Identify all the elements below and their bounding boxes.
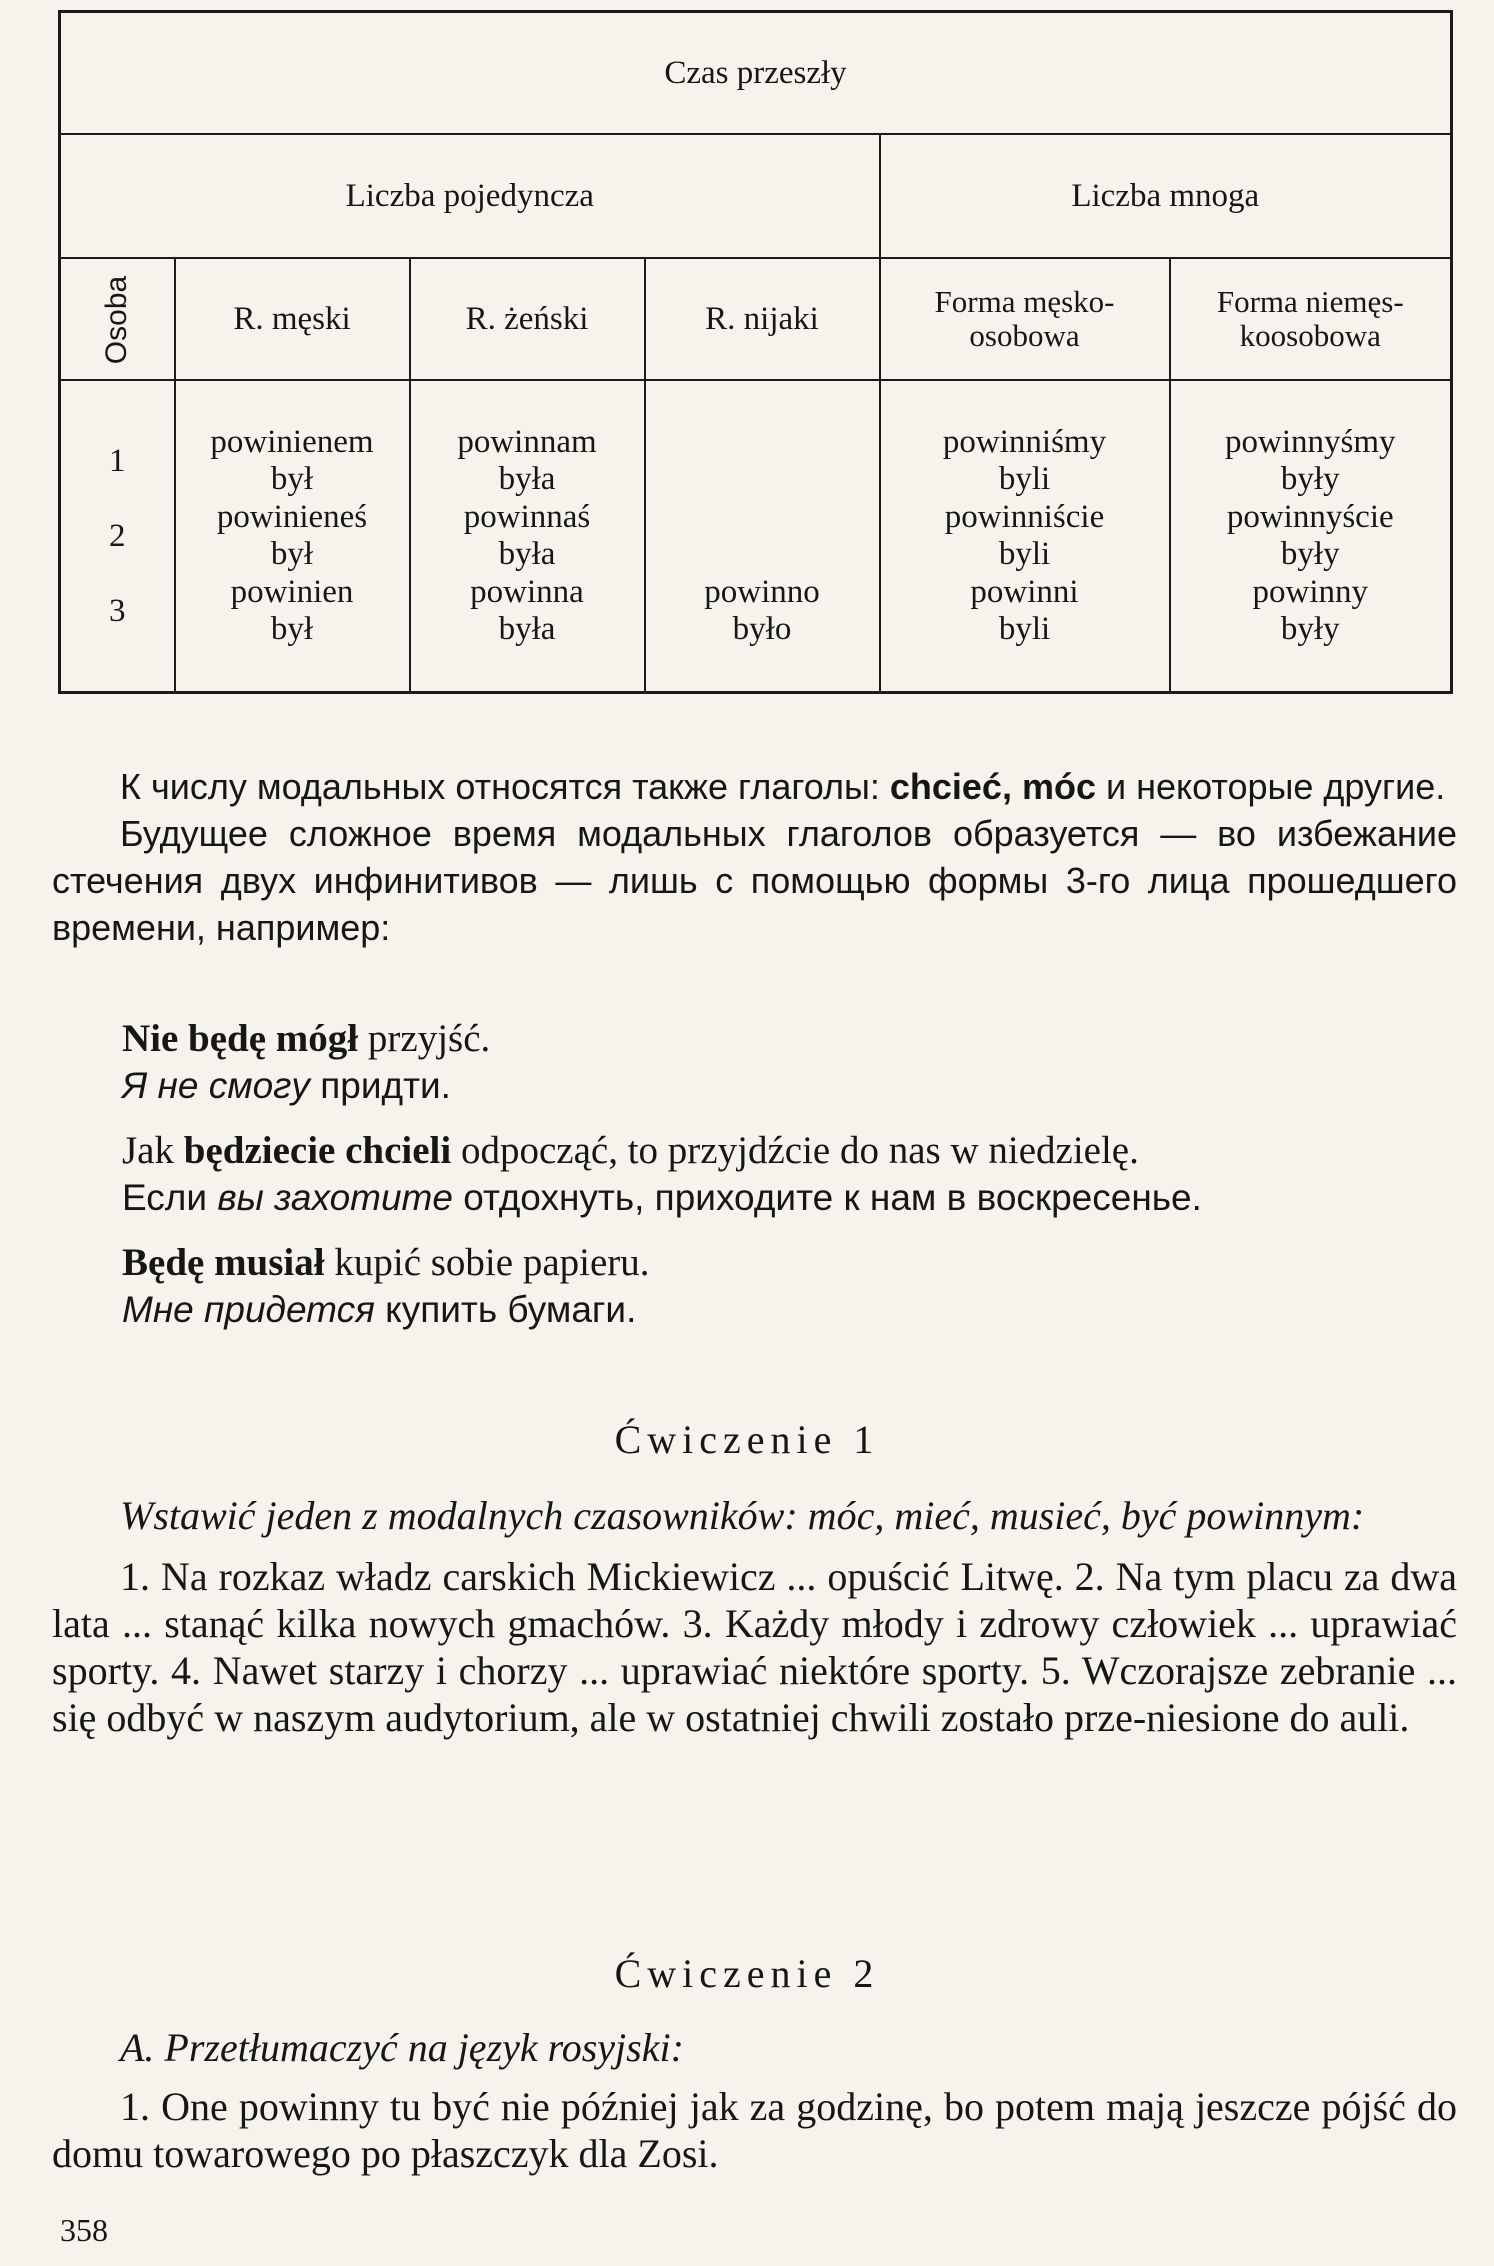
singular-header: Liczba pojedyncza: [60, 134, 880, 258]
gender-masculine-personal: Forma męsko-osobowa: [880, 258, 1170, 380]
example-1-polish: Nie będę mógł przyjść.: [122, 1017, 491, 1060]
page-number: 358: [60, 2212, 108, 2248]
table-title-row: [60, 12, 1452, 135]
table-number-row: [60, 134, 1452, 258]
exercise-1-body: 1. Na rozkaz władz carskich Mickiewicz ... opuścić Litwę. 2. Na tym placu za dwa lata ... stanąć kilka nowych gmachów. 3. Każdy młody i zdrowy człowiek ... uprawiać sporty. 4. Nawet starzy i chorzy ... uprawiać niektóre sporty. 5. Wczorajsze zebranie ... się odbyć w naszym audytorium, ale w ostatniej chwili zostało prze-niesione do auli.: [52, 1554, 1457, 1740]
example-2-polish: Jak będziecie chcieli odpocząć, to przyjdźcie do nas w niedzielę.: [122, 1129, 1139, 1172]
example-3-polish: Będę musiał kupić sobie papieru.: [122, 1241, 650, 1284]
table-body-row: [60, 380, 1452, 693]
gender-neuter: R. nijaki: [645, 258, 880, 380]
example-2-russian: Если вы захотите отдохнуть, приходите к нам в воскресенье.: [122, 1177, 1202, 1218]
forms-feminine: powinnam była powinnaś była powinna była: [410, 380, 645, 693]
exercise-2-body: 1. One powinny tu być nie później jak za godzinę, bo potem mają jeszcze pójść do domu towarowego po płaszczyk dla Zosi.: [52, 2084, 1457, 2176]
table-gender-row: [60, 258, 1452, 380]
exercise-2-heading: Ćwiczenie 2: [614, 1951, 880, 1996]
exercise-2: [52, 2024, 1457, 2177]
paragraph-modal-verbs: К числу модальных относятся также глаголы: chcieć, móc и некоторые другие.: [120, 766, 1446, 807]
example-1-russian: Я не смогу придти.: [122, 1065, 451, 1106]
forms-neuter: powinno było: [645, 380, 880, 693]
person-header: Osoba: [60, 258, 175, 380]
forms-masculine-personal: powinniśmy byli powinniście byli powinni byli: [880, 380, 1170, 693]
exercise-2-instruction: A. Przetłumaczyć na język rosyjski:: [120, 2025, 684, 2070]
explanation-text: [52, 763, 1457, 951]
paragraph-future-tense: Будущее сложное время модальных глаголов образуется — во избежание стечения двух инфинитивов — лишь с помощью формы 3-го лица прошедшего времени, например:: [52, 813, 1457, 948]
gender-masculine: R. męski: [175, 258, 410, 380]
exercise-1: [52, 1492, 1457, 1741]
conjugation-table: [58, 10, 1453, 694]
person-numbers: 1 2 3: [60, 380, 175, 693]
exercise-1-heading: Ćwiczenie 1: [614, 1417, 880, 1462]
examples: [52, 1015, 1457, 1333]
example-3-russian: Мне придется купить бумаги.: [122, 1289, 637, 1330]
plural-header: Liczba mnoga: [880, 134, 1452, 258]
exercise-1-instruction: Wstawić jeden z modalnych czasowników: móc, mieć, musieć, być powinnym:: [120, 1493, 1365, 1538]
forms-non-masculine-personal: powinnyśmy były powinnyście były powinny były: [1170, 380, 1452, 693]
gender-non-masculine-personal: Forma niemęs-koosobowa: [1170, 258, 1452, 380]
forms-masculine: powinienem był powinieneś był powinien był: [175, 380, 410, 693]
gender-feminine: R. żeński: [410, 258, 645, 380]
table-title: Czas przeszły: [60, 12, 1452, 135]
